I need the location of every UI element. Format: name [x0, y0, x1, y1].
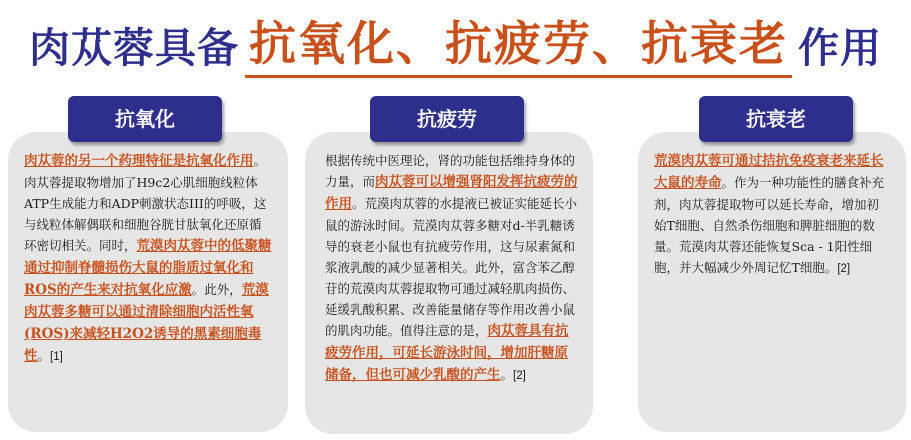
body-text: 。此外， [191, 282, 242, 297]
tag-anti-aging: 抗衰老 [699, 96, 853, 142]
body-text: 。作为一种功能性的膳食补充剂，肉苁蓉提取物可以延长寿命，增加初始T细胞、自然杀伤细胞和脾脏细胞的数量。荒漠肉苁蓉还能恢复Sca - 1阳性细胞，并大幅减少外周记忆T细胞。 [654, 175, 885, 275]
title-suffix: 作用 [798, 24, 882, 72]
reference-marker: [1] [50, 351, 63, 363]
body-text: 。 [37, 348, 51, 363]
reference-marker: [2] [513, 370, 526, 382]
highlight-text: 荒漠肉苁蓉中的低聚糖通过抑制脊髓损伤大鼠的脂质过氧化和ROS的产生来对抗氧化应激 [24, 238, 272, 298]
body-text: 。肉苁蓉提取物增加了H9c2心肌细胞线粒体ATP生成能力和ADP刺激状态III的呼吸，这与线粒体解偶联和细胞谷胱甘肽氧化还原循环密切相关。同时， [24, 153, 267, 253]
reference-marker: [2] [837, 263, 851, 275]
highlight-text: 肉苁蓉可以增强肾阳发挥抗疲劳的作用 [325, 174, 578, 212]
highlight-text: 荒漠肉苁蓉可通过拮抗免疫衰老来延长大鼠的寿命 [654, 153, 884, 191]
card-antioxidant [8, 132, 288, 432]
body-text: 。 [500, 367, 514, 382]
highlight-text: 荒漠肉苁蓉多糖可以通过清除细胞内活性氧(ROS)来减轻H2O2诱导的黑素细胞毒性 [24, 282, 269, 364]
title-prefix: 肉苁蓉具备 [29, 24, 239, 72]
highlight-text: 肉苁蓉的另一个药理特征是抗氧化作用 [24, 153, 254, 169]
highlight-text: 肉苁蓉具有抗疲劳作用，可延长游泳时间，增加肝糖原储备，但也可减少乳酸的产生 [325, 323, 569, 383]
body-text: 根据传统中医理论，肾的功能包括维持身体的力量，而 [325, 153, 576, 189]
body-text: 。荒漠肉苁蓉的水提液已被证实能延长小鼠的游泳时间。荒漠肉苁蓉多糖对d-半乳糖诱导的衰老小鼠也有抗疲劳作用，这与尿素氮和浆液乳酸的减少显著相关。此外，富含苯乙醇苷的荒漠肉苁蓉提取物可通过减轻肌肉损伤、延缓乳酸积累、改善能量储存等作用改善小鼠的肌肉功能。值得注意的是， [325, 196, 578, 338]
page-title [0, 0, 911, 78]
title-highlight: 抗氧化、抗疲劳、抗衰老 [245, 15, 792, 78]
tag-antioxidant: 抗氧化 [68, 96, 222, 142]
tag-anti-fatigue: 抗疲劳 [370, 96, 524, 142]
card-anti-fatigue [305, 132, 593, 434]
card-anti-aging [638, 132, 906, 432]
